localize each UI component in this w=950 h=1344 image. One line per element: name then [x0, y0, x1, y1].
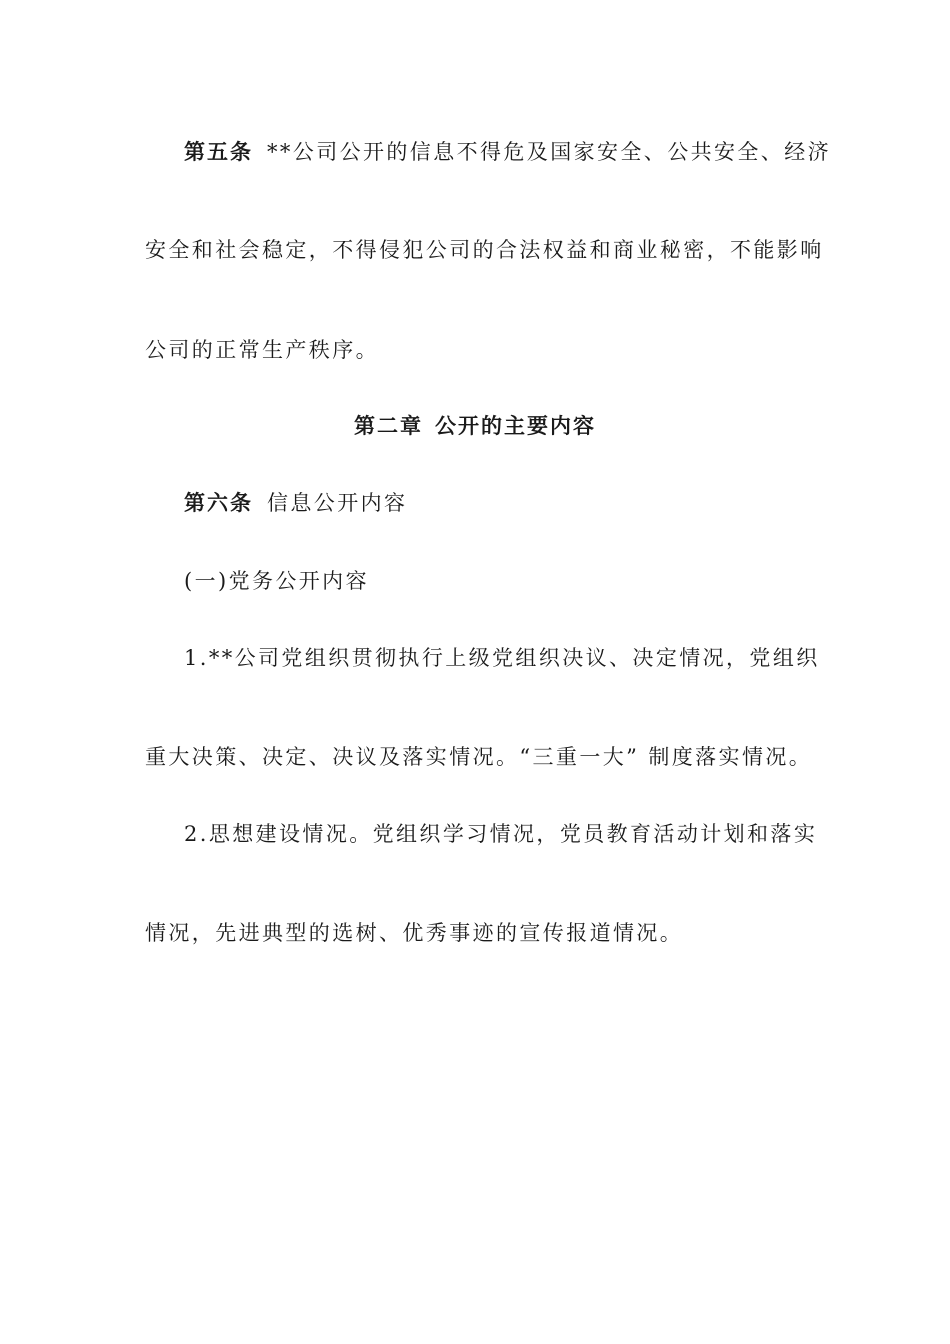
article-5-line-3: 公司的正常生产秩序。 [145, 338, 379, 362]
article-5-label: 第五条 [184, 139, 253, 164]
item-1-line-1: 1.**公司党组织贯彻执行上级党组织决议、决定情况，党组织 [184, 646, 820, 670]
article-5-line-2: 安全和社会稳定，不得侵犯公司的合法权益和商业秘密，不能影响 [145, 238, 824, 262]
article-5-line-1 [184, 137, 831, 167]
item-2-line-2: 情况，先进典型的选树、优秀事迹的宣传报道情况。 [145, 921, 684, 945]
article-5-text-1: **公司公开的信息不得危及国家安全、公共安全、经济 [267, 140, 831, 164]
article-6-text: 信息公开内容 [267, 491, 408, 515]
article-6-label: 第六条 [184, 490, 253, 515]
section-1-heading: (一)党务公开内容 [184, 569, 369, 593]
item-1-line-2: 重大决策、决定、决议及落实情况。“三重一大” 制度落实情况。 [145, 745, 813, 769]
chapter-2-number: 第二章 [354, 413, 423, 438]
article-6-line [184, 488, 407, 518]
chapter-2-heading [0, 411, 950, 441]
chapter-2-title: 公开的主要内容 [435, 413, 596, 438]
item-2-line-1: 2.思想建设情况。党组织学习情况，党员教育活动计划和落实 [184, 822, 818, 846]
